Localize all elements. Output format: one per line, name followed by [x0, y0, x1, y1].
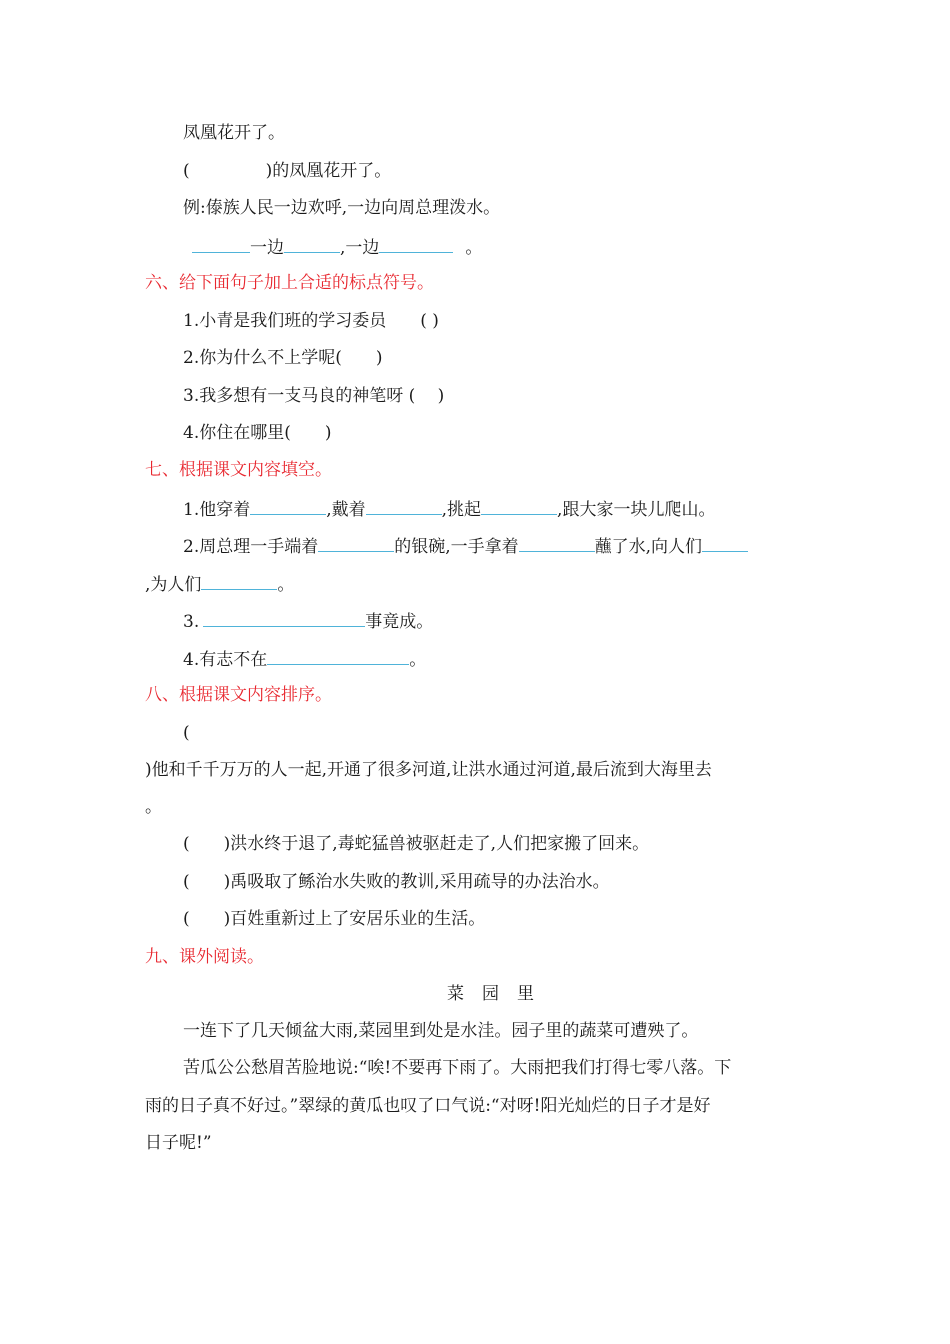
- order-item: ( )禹吸取了鲧治水失败的教训,采用疏导的办法治水。: [183, 872, 610, 892]
- text-segment: 一边: [250, 238, 284, 258]
- text-segment: ,跟大家一块儿爬山。: [557, 500, 716, 520]
- text-segment: 2.周总理一手端着: [183, 537, 319, 557]
- answer-blank[interactable]: [318, 533, 394, 552]
- answer-blank[interactable]: [379, 234, 453, 253]
- punctuation-item: 1.小青是我们班的学习委员 ( ): [183, 311, 439, 331]
- fill-sentence-phoenix: [183, 159, 391, 183]
- open-paren: (: [183, 161, 190, 181]
- answer-blank[interactable]: [201, 571, 277, 590]
- reading-paragraph-2-line-2: 雨的日子真不好过。”翠绿的黄瓜也叹了口气说:“对呀!阳光灿烂的日子才是好: [145, 1096, 711, 1116]
- text-segment: ,为人们: [145, 575, 202, 595]
- text-segment: 3.: [183, 612, 200, 632]
- order-item-1-open[interactable]: (: [183, 723, 190, 743]
- answer-blank[interactable]: [519, 533, 595, 552]
- fill-question-2-cont: [145, 571, 294, 597]
- fill-question-1: [183, 496, 715, 522]
- section-7-heading: 七、根据课文内容填空。: [145, 460, 332, 480]
- fill-sentence-rest: )的凤凰花开了。: [265, 161, 392, 181]
- section-8-heading: 八、根据课文内容排序。: [145, 685, 332, 705]
- answer-blank[interactable]: [192, 234, 250, 253]
- fill-question-3: [183, 608, 433, 634]
- punctuation-item: 3.我多想有一支马良的神笔呀 ( ): [183, 386, 445, 406]
- reading-paragraph-2-line-3: 日子呢!”: [145, 1133, 212, 1153]
- text-segment: 事竟成。: [365, 612, 434, 632]
- order-item: ( )洪水终于退了,毒蛇猛兽被驱赶走了,人们把家搬了回来。: [183, 834, 650, 854]
- text-segment: 的银碗,一手拿着: [394, 537, 519, 557]
- text-segment: 4.有志不在: [183, 650, 268, 670]
- text-segment: 。: [465, 238, 483, 258]
- text-segment: ,挑起: [441, 500, 482, 520]
- text-segment: 。: [277, 575, 295, 595]
- order-item: ( )百姓重新过上了安居乐业的生活。: [183, 909, 486, 929]
- fill-question-4: [183, 646, 426, 672]
- text-segment: 蘸了水,向人们: [594, 537, 703, 557]
- answer-blank[interactable]: [702, 533, 748, 552]
- section-6-heading: 六、给下面句子加上合适的标点符号。: [145, 273, 434, 293]
- section-9-heading: 九、课外阅读。: [145, 947, 264, 967]
- text-segment: 1.他穿着: [183, 500, 251, 520]
- answer-blank[interactable]: [267, 646, 409, 665]
- punctuation-item: 2.你为什么不上学呢( ): [183, 348, 383, 368]
- reading-paragraph-2-line-1: 苦瓜公公愁眉苦脸地说:“唉!不要再下雨了。大雨把我们打得七零八落。下: [183, 1058, 732, 1078]
- text-segment: ,一边: [340, 238, 380, 258]
- answer-blank[interactable]: [366, 496, 442, 515]
- reading-paragraph-1: 一连下了几天倾盆大雨,菜园里到处是水洼。园子里的蔬菜可遭殃了。: [183, 1021, 699, 1041]
- answer-blank[interactable]: [481, 496, 557, 515]
- fill-question-2: [183, 533, 748, 559]
- text-segment: ,戴着: [326, 500, 366, 520]
- sentence-phoenix-flower: 凤凰花开了。: [183, 123, 285, 143]
- reading-title: 菜园里: [447, 984, 552, 1004]
- imitate-sentence: [192, 234, 482, 260]
- answer-blank[interactable]: [250, 496, 326, 515]
- text-segment: 。: [409, 650, 427, 670]
- answer-blank[interactable]: [284, 234, 340, 253]
- order-item-1-end: 。: [145, 797, 162, 817]
- example-sentence: 例:傣族人民一边欢呼,一边向周总理泼水。: [183, 198, 501, 218]
- answer-blank[interactable]: [203, 608, 365, 627]
- order-item-1-text: )他和千千万万的人一起,开通了很多河道,让洪水通过河道,最后流到大海里去: [145, 760, 712, 780]
- punctuation-item: 4.你住在哪里( ): [183, 423, 332, 443]
